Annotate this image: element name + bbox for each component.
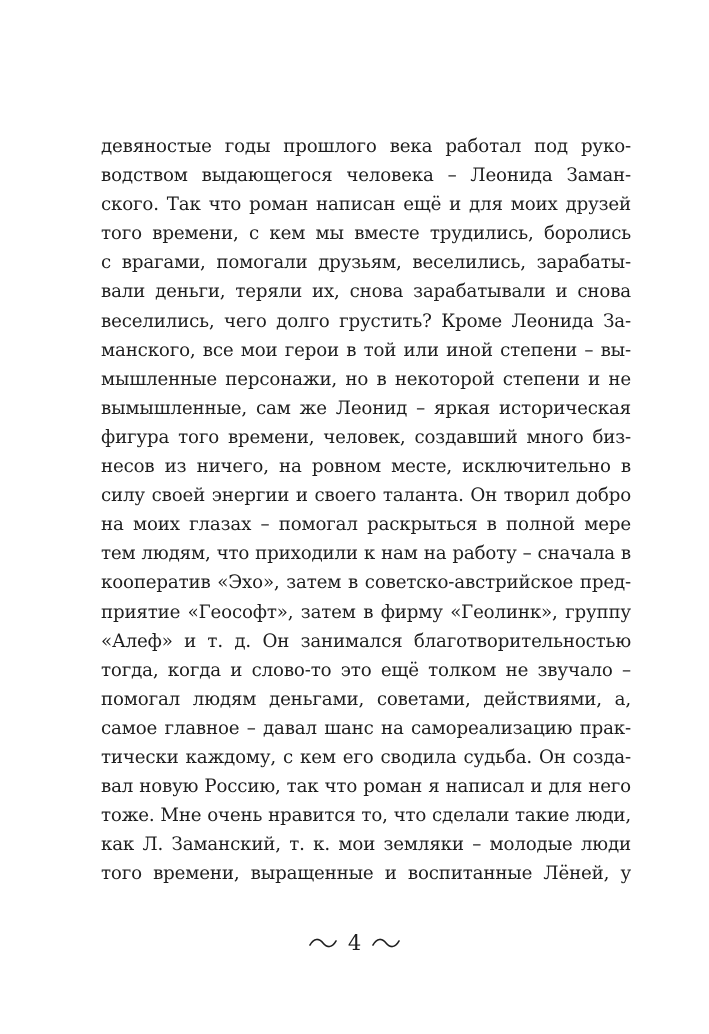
text-line-22: тически каждому, с кем его сводила судьба. Он созда- [101, 746, 631, 768]
text-line-12: несов из ничего, на ровном месте, исключительно в [101, 456, 631, 478]
text-line-14: на моих глазах – помогал раскрыться в полной мере [101, 514, 631, 536]
swash-ornament-left-icon [309, 936, 337, 950]
text-line-9: мышленные персонажи, но в некоторой степени и не [101, 368, 631, 390]
text-line-5: с врагами, помогали друзьям, веселились, зарабаты- [101, 252, 631, 274]
text-line-26: того времени, выращенные и воспитанные Лёней, у [101, 863, 631, 885]
page-footer [0, 926, 709, 958]
swash-ornament-right-icon [372, 936, 400, 950]
text-line-3: ского. Так что роман написан ещё и для моих друзей [101, 194, 631, 216]
body-text [101, 132, 631, 888]
text-line-11: фигура того времени, человек, создавший много биз- [101, 426, 631, 448]
text-line-18: «Алеф» и т. д. Он занимался благотворительностью [101, 630, 631, 652]
text-line-16: кооператив «Эхо», затем в советско-австрийское пред- [101, 572, 631, 594]
text-line-19: тогда, когда и слово-то это ещё толком не звучало – [101, 659, 631, 681]
text-line-13: силу своей энергии и своего таланта. Он творил добро [101, 485, 631, 507]
text-line-20: помогал людям деньгами, советами, действиями, а, [101, 688, 631, 710]
text-line-24: тоже. Мне очень нравится то, что сделали такие люди, [101, 805, 631, 827]
text-line-25: как Л. Заманский, т. к. мои земляки – молодые люди [101, 834, 631, 856]
text-line-21: самое главное – давал шанс на самореализацию прак- [101, 717, 631, 739]
text-line-15: тем людям, что приходили к нам на работу – сначала в [101, 543, 631, 565]
text-line-6: вали деньги, теряли их, снова зарабатывали и снова [101, 281, 631, 303]
text-line-10: вымышленные, сам же Леонид – яркая историческая [101, 397, 631, 419]
text-line-4: того времени, с кем мы вместе трудились, боролись [101, 223, 631, 245]
text-line-17: приятие «Геософт», затем в фирму «Геолинк», группу [101, 601, 631, 623]
text-line-2: водством выдающегося человека – Леонида Заман- [101, 165, 631, 187]
page-number: 4 [347, 930, 362, 955]
text-line-8: манского, все мои герои в той или иной степени – вы- [101, 339, 631, 361]
text-line-1: девяностые годы прошлого века работал под руко- [101, 136, 631, 157]
text-line-23: вал новую Россию, так что роман я написал и для него [101, 776, 631, 798]
text-line-7: веселились, чего долго грустить? Кроме Леонида За- [101, 310, 631, 332]
